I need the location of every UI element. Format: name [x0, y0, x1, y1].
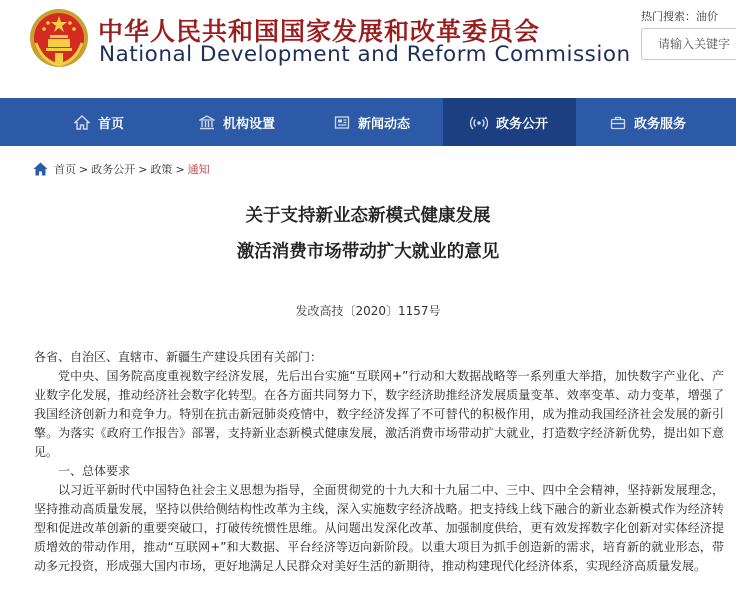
nav-item-label: 首页 [98, 116, 125, 132]
national-emblem-icon[interactable] [28, 7, 90, 69]
site-title-en[interactable]: National Development and Reform Commission [99, 42, 631, 67]
home-icon [74, 115, 90, 130]
breadcrumb-separator: > [79, 162, 89, 176]
hot-search-term[interactable]: 油价 [696, 10, 718, 23]
paragraph: 党中央、国务院高度重视数字经济发展，先后出台实施“互联网+”行动和大数据战略等一系列重大举措，加快数字产业化、产业数字化发展，推动经济社会数字化转型。在各方面共同努力下，数字经济助推经济发展质量变革、效率变革、动力变革，增强了我国经济创新力和竞争力。特别在抗击新冠肺炎疫情中，数字经济发挥了不可替代的积极作用，成为推动我国经济社会发展的新引擎。为落实《政府工作报告》部署，支持新业态新模式健康发展，激活消费市场带动扩大就业，打造数字经济新优势，提出如下意见。 [34, 369, 724, 459]
hot-search [641, 8, 718, 24]
main-nav [0, 98, 736, 146]
institution-icon [199, 115, 215, 130]
paragraph: 以习近平新时代中国特色社会主义思想为指导，全面贯彻党的十九大和十九届二中、三中、四中全会精神，坚持新发展理念，坚持推动高质量发展，坚持以供给侧结构性改革为主线，深入实施数字经济战略。把支持线上线下融合的新业态新模式作为经济转型和促进改革创新的重要突破口，打破传统惯性思维。从问题出发深化改革、加强制度供给，更有效发挥数字化创新对实体经济提质增效的带动作用，推动“互联网+”和大数据、平台经济等迈向新阶段。以重大项目为抓手创造新的需求，培育新的就业形态，带动多元投资，形成强大国内市场，更好地满足人民群众对美好生活的新期待，推动构建现代化经济体系，实现经济高质量发展。 [34, 483, 724, 573]
site-header [0, 0, 736, 98]
nav-item-institutions[interactable] [199, 98, 275, 146]
section-heading: 一、总体要求 [58, 464, 131, 478]
breadcrumb-separator: > [138, 162, 148, 176]
document-number: 发改高技〔2020〕1157号 [295, 304, 441, 318]
nav-item-label: 政务服务 [634, 116, 687, 132]
nav-item-government-affairs[interactable] [443, 98, 576, 146]
site-title-cn[interactable]: 中华人民共和国国家发展和改革委员会 [98, 17, 541, 46]
article-body [34, 348, 724, 576]
briefcase-icon [610, 115, 626, 130]
nav-item-label: 新闻动态 [358, 116, 411, 132]
search-input[interactable] [641, 28, 736, 60]
broadcast-icon [470, 115, 488, 130]
breadcrumb-policy[interactable]: 政策 [150, 163, 173, 176]
breadcrumb [33, 161, 210, 177]
article-title-line2: 激活消费市场带动扩大就业的意见 [236, 242, 500, 262]
hot-search-label: 热门搜索： [641, 10, 696, 23]
breadcrumb-notice[interactable]: 通知 [187, 163, 210, 176]
nav-item-services[interactable] [610, 98, 686, 146]
breadcrumb-separator: > [175, 162, 185, 176]
nav-item-home[interactable] [74, 98, 124, 146]
home-icon[interactable] [33, 162, 48, 176]
nav-item-label: 机构设置 [223, 116, 276, 132]
newspaper-icon [334, 115, 350, 130]
article-title-line1: 关于支持新业态新模式健康发展 [245, 206, 491, 226]
nav-item-news[interactable] [334, 98, 410, 146]
breadcrumb-home[interactable]: 首页 [54, 163, 76, 176]
nav-item-label: 政务公开 [496, 116, 549, 132]
breadcrumb-government-affairs[interactable]: 政务公开 [91, 163, 136, 176]
salutation: 各省、自治区、直辖市、新疆生产建设兵团有关部门： [34, 350, 323, 364]
